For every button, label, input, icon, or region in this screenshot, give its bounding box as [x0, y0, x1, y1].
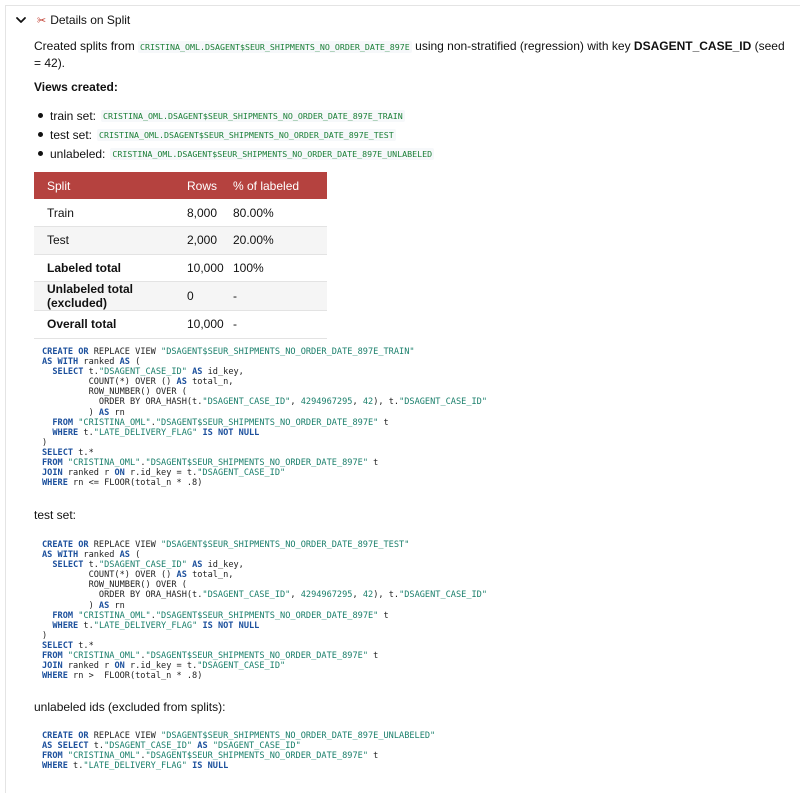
test-set-label: test set:	[34, 508, 77, 522]
split-key: DSAGENT_CASE_ID	[633, 39, 752, 53]
view-name-code: CRISTINA_OML.DSAGENT$SEUR_SHIPMENTS_NO_ORDER_DATE_897E_UNLABELED	[112, 148, 433, 159]
scissors-icon: ✂	[37, 13, 47, 27]
column-header-pct: % of labeled	[227, 172, 327, 199]
column-header-rows: Rows	[187, 172, 227, 199]
view-name-code: CRISTINA_OML.DSAGENT$SEUR_SHIPMENTS_NO_ORDER_DATE_897E_TRAIN	[103, 110, 403, 121]
source-view-code: CRISTINA_OML.DSAGENT$SEUR_SHIPMENTS_NO_ORDER_DATE_897E	[140, 42, 410, 52]
view-name-code: CRISTINA_OML.DSAGENT$SEUR_SHIPMENTS_NO_ORDER_DATE_897E_TEST	[99, 129, 394, 140]
table-row: Labeled total 10,000 100%	[34, 254, 327, 282]
column-header-split: Split	[34, 172, 187, 199]
unlabeled-sql-code-block: CREATE OR REPLACE VIEW "DSAGENT$SEUR_SHIPMENTS_NO_ORDER_DATE_897E_UNLABELED" AS SELECT t."DSAGENT_CASE_ID" AS "DSAGENT_CASE_ID" FROM "CRISTINA_OML"."DSAGENT$SEUR_SHIPMENTS_NO_ORDER_DATE_897E" t WHERE t."LATE_DELIVERY_FLAG" IS NULL	[42, 731, 436, 772]
list-item: unlabeled: CRISTINA_OML.DSAGENT$SEUR_SHIPMENTS_NO_ORDER_DATE_897E_UNLABELED	[34, 144, 790, 163]
split-summary: Created splits from CRISTINA_OML.DSAGENT$SEUR_SHIPMENTS_NO_ORDER_DATE_897E using non-stratified (regression) with key DSAGENT_CASE_ID (seed = 42).	[34, 39, 785, 70]
bullet	[38, 113, 43, 118]
test-sql-code-block: CREATE OR REPLACE VIEW "DSAGENT$SEUR_SHIPMENTS_NO_ORDER_DATE_897E_TEST" AS WITH ranked AS ( SELECT t."DSAGENT_CASE_ID" AS id_key, COUNT(*) OVER () AS total_n, ROW_NUMBER() OVER ( ORDER BY ORA_HASH(t."DSAGENT_CASE_ID", 4294967295, 42), t."DSAGENT_CASE_ID" ) AS rn FROM "CRISTINA_OML"."DSAGENT$SEUR_SHIPMENTS_NO_ORDER_DATE_897E" t WHERE t."LATE_DELIVERY_FLAG" IS NOT NULL ) SELECT t.* FROM "CRISTINA_OML"."DSAGENT$SEUR_SHIPMENTS_NO_ORDER_DATE_897E" t JOIN ranked r ON r.id_key = t."DSAGENT_CASE_ID" WHERE rn > FLOOR(total_n * .8)	[42, 540, 488, 682]
train-sql-code-block: CREATE OR REPLACE VIEW "DSAGENT$SEUR_SHIPMENTS_NO_ORDER_DATE_897E_TRAIN" AS WITH ranked AS ( SELECT t."DSAGENT_CASE_ID" AS id_key, COUNT(*) OVER () AS total_n, ROW_NUMBER() OVER ( ORDER BY ORA_HASH(t."DSAGENT_CASE_ID", 4294967295, 42), t."DSAGENT_CASE_ID" ) AS rn FROM "CRISTINA_OML"."DSAGENT$SEUR_SHIPMENTS_NO_ORDER_DATE_897E" t WHERE t."LATE_DELIVERY_FLAG" IS NOT NULL ) SELECT t.* FROM "CRISTINA_OML"."DSAGENT$SEUR_SHIPMENTS_NO_ORDER_DATE_897E" t JOIN ranked r ON r.id_key = t."DSAGENT_CASE_ID" WHERE rn <= FLOOR(total_n * .8)	[42, 347, 488, 489]
bullet	[38, 151, 43, 156]
table-row: Test 2,000 20.00%	[34, 227, 327, 255]
details-title: Details on Split	[50, 13, 131, 27]
table-header-row	[34, 172, 327, 199]
views-title: Views created:	[34, 80, 118, 94]
list-item: train set: CRISTINA_OML.DSAGENT$SEUR_SHIPMENTS_NO_ORDER_DATE_897E_TRAIN	[34, 106, 790, 125]
list-item: test set: CRISTINA_OML.DSAGENT$SEUR_SHIPMENTS_NO_ORDER_DATE_897E_TEST	[34, 125, 790, 144]
chevron-down-icon[interactable]	[14, 13, 28, 27]
views-list	[34, 106, 790, 163]
details-header[interactable]	[14, 13, 130, 27]
split-table	[34, 172, 327, 339]
details-content	[34, 38, 790, 339]
table-row: Unlabeled total (excluded) 0 -	[34, 282, 327, 311]
table-row: Train 8,000 80.00%	[34, 199, 327, 227]
unlabeled-ids-label: unlabeled ids (excluded from splits):	[34, 700, 226, 714]
bullet	[38, 132, 43, 137]
table-row: Overall total 10,000 -	[34, 311, 327, 339]
